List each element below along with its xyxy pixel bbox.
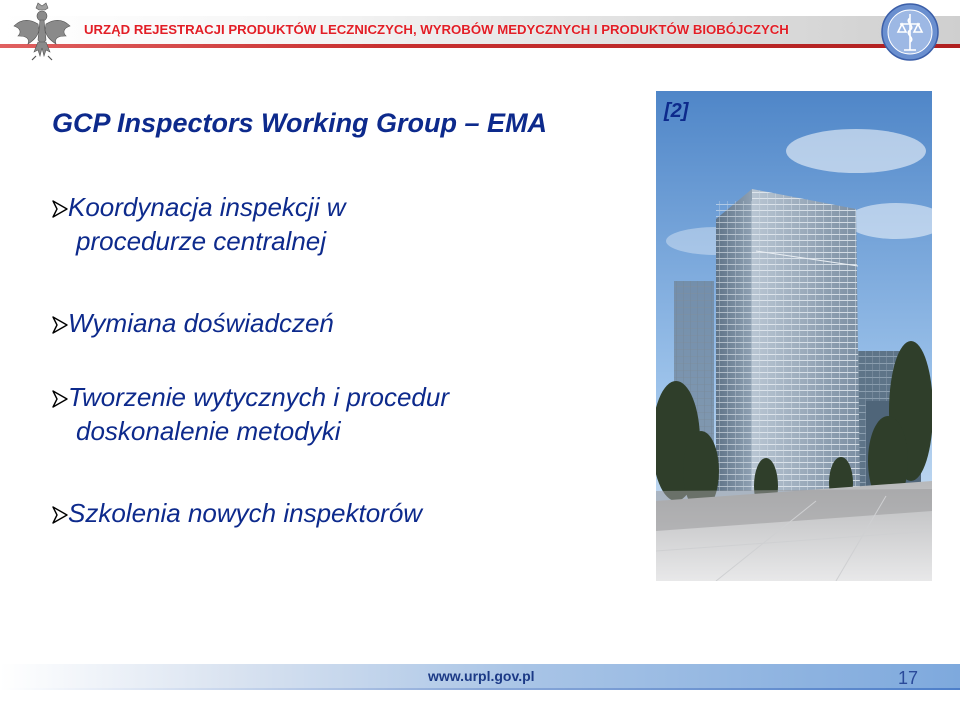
- institution-name: URZĄD REJESTRACJI PRODUKTÓW LECZNICZYCH, WYROBÓW MEDYCZNYCH I PRODUKTÓW BIOBÓJCZYCH: [84, 22, 789, 37]
- website-link[interactable]: www.urpl.gov.pl: [428, 668, 535, 684]
- arrow-bullet-icon: [50, 198, 70, 220]
- header-red-line: [0, 44, 960, 48]
- bullet-text: Koordynacja inspekcji w: [68, 192, 346, 222]
- ema-building-photo: [656, 91, 932, 581]
- urpl-seal-logo-icon: [880, 2, 940, 62]
- slide-page-number: 17: [898, 668, 919, 688]
- arrow-bullet-icon: [50, 388, 70, 410]
- footer-line: [0, 688, 960, 690]
- slide-title: GCP Inspectors Working Group – EMA: [52, 108, 548, 138]
- arrow-bullet-icon: [50, 314, 70, 336]
- slide-header: [0, 0, 960, 58]
- bullet-text-continued: doskonalenie metodyki: [76, 416, 341, 446]
- bullet-text: Szkolenia nowych inspektorów: [68, 498, 423, 528]
- bullet-text-continued: procedurze centralnej: [76, 226, 327, 256]
- arrow-bullet-icon: [50, 504, 70, 526]
- bullet-text: Tworzenie wytycznych i procedur: [68, 382, 449, 412]
- bullet-text: Wymiana doświadczeń: [68, 308, 334, 338]
- reference-citation: [2]: [664, 100, 689, 122]
- polish-eagle-emblem-icon: [10, 0, 74, 64]
